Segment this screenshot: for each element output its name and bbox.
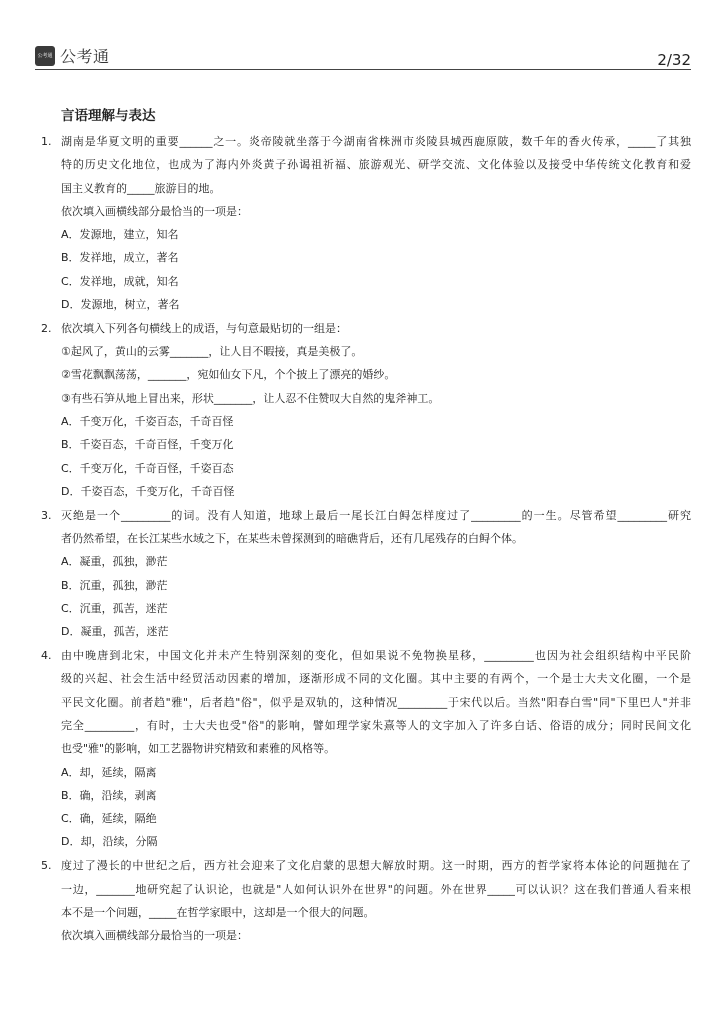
question-item bbox=[41, 130, 693, 316]
answer-option: B．发祥地，成立，著名 bbox=[61, 251, 179, 265]
question-text-line: 依次填入画横线部分最恰当的一项是： bbox=[61, 929, 248, 943]
answer-option: C．沉重，孤苦，迷茫 bbox=[61, 601, 168, 615]
answer-option: C．发祥地，成就，知名 bbox=[61, 274, 179, 288]
question-text-line: 也受"雅"的影响，如工艺器物讲究精致和素雅的风格等。 bbox=[61, 742, 336, 756]
question-text-line: ②雪花飘飘荡荡，_______，宛如仙女下凡，个个披上了漂亮的婚纱。 bbox=[61, 368, 396, 382]
question-text-line: 级的兴起、社会生活中经贸活动因素的增加，逐渐形成不同的文化圈。其中主要的有两个，一个是士大夫文化圈，一个是 bbox=[61, 672, 691, 686]
logo-badge-icon: 公考通 bbox=[35, 46, 55, 66]
question-number: 5. bbox=[41, 859, 52, 873]
logo-text: 公考通 bbox=[60, 47, 110, 66]
question-body bbox=[61, 317, 691, 503]
answer-option: A．发源地，建立，知名 bbox=[61, 228, 179, 242]
question-text-line: 依次填入下列各句横线上的成语，与句意最贴切的一组是： bbox=[61, 321, 347, 335]
question-text-line: 完全_________，有时，士大夫也受"俗"的影响，譬如理学家朱熹等人的文字加入了许多白话、俗语的成分；同时民间文化 bbox=[61, 718, 691, 732]
question-text-line: ①起风了，黄山的云雾_______，让人目不暇接，真是美极了。 bbox=[61, 345, 363, 359]
header-divider bbox=[35, 69, 691, 70]
question-text-line: 度过了漫长的中世纪之后，西方社会迎来了文化启蒙的思想大解放时期。这一时期，西方的哲学家将本体论的问题抛在了 bbox=[61, 859, 691, 873]
answer-option: B．千姿百态，千奇百怪，千变万化 bbox=[61, 438, 234, 452]
question-body bbox=[61, 644, 691, 854]
question-number: 1. bbox=[41, 135, 52, 148]
question-text-line: 平民文化圈。前者趋"雅"，后者趋"俗"，似乎是双轨的，这种情况_________于宋代以后。当然"阳春白雪"同"下里巴人"并非 bbox=[61, 695, 691, 709]
question-gap bbox=[41, 947, 693, 948]
page-header bbox=[35, 44, 691, 70]
answer-option: C．确，延续，隔绝 bbox=[61, 812, 157, 826]
question-number: 3. bbox=[41, 508, 52, 522]
answer-option: D．千姿百态，千变万化，千奇百怪 bbox=[61, 484, 235, 498]
answer-option: A．却，延续，隔离 bbox=[61, 765, 157, 779]
question-item bbox=[41, 317, 693, 503]
answer-option: D．发源地，树立，著名 bbox=[61, 298, 180, 312]
answer-option: A．千变万化，千姿百态，千奇百怪 bbox=[61, 415, 234, 429]
answer-option: C．千变万化，千奇百怪，千姿百态 bbox=[61, 461, 234, 475]
answer-option: B．确，沿续，剥离 bbox=[61, 788, 157, 802]
question-text-line: 者仍然希望，在长江某些水域之下，在某些未曾探测到的暗礁背后，还有几尾残存的白鲟个体。 bbox=[61, 532, 523, 546]
section-title: 言语理解与表达 bbox=[61, 108, 156, 124]
answer-option: A．凝重，孤独，渺茫 bbox=[61, 555, 168, 569]
question-text-line: 本不是一个问题，_____在哲学家眼中，这却是一个很大的问题。 bbox=[61, 905, 375, 919]
question-body bbox=[61, 504, 691, 644]
question-text-line: 特的历史文化地位，也成为了海内外炎黄子孙谒祖祈福、旅游观光、研学交流、文化体验以及接受中华传统文化教育和爱 bbox=[61, 158, 691, 172]
answer-option: D．凝重，孤苦，迷茫 bbox=[61, 625, 169, 639]
answer-option: D．却，沿续，分隔 bbox=[61, 835, 158, 849]
question-body bbox=[61, 854, 691, 947]
question-text-line: 由中晚唐到北宋，中国文化并未产生特别深刻的变化，但如果说不免物换星移，_________也因为社会组织结构中平民阶 bbox=[61, 649, 691, 663]
document-body bbox=[41, 104, 693, 948]
question-list bbox=[41, 130, 693, 948]
answer-option: B．沉重，孤独，渺茫 bbox=[61, 578, 168, 592]
question-item bbox=[41, 504, 693, 644]
question-text-line: 湖南是华夏文明的重要______之一。炎帝陵就坐落于今湖南省株洲市炎陵县城西鹿原陂，数千年的香火传承，_____了其独 bbox=[61, 135, 691, 148]
question-text-line: 灭绝是一个_________的词。没有人知道，地球上最后一尾长江白鲟怎样度过了_________的一生。尽管希望_________研究 bbox=[61, 508, 691, 522]
brand-logo bbox=[35, 44, 110, 67]
page-number: 2/32 bbox=[657, 51, 691, 69]
question-item bbox=[41, 854, 693, 947]
question-body bbox=[61, 130, 691, 316]
question-number: 4. bbox=[41, 649, 52, 663]
question-text-line: 一边，_______地研究起了认识论，也就是"人如何认识外在世界"的问题。外在世界_____可以认识？这在我们普通人看来根 bbox=[61, 882, 691, 896]
question-item bbox=[41, 644, 693, 854]
question-text-line: 国主义教育的_____旅游目的地。 bbox=[61, 181, 221, 195]
question-text-line: 依次填入画横线部分最恰当的一项是： bbox=[61, 204, 248, 218]
question-number: 2. bbox=[41, 321, 52, 335]
question-text-line: ③有些石笋从地上冒出来，形状_______，让人忍不住赞叹大自然的鬼斧神工。 bbox=[61, 391, 440, 405]
